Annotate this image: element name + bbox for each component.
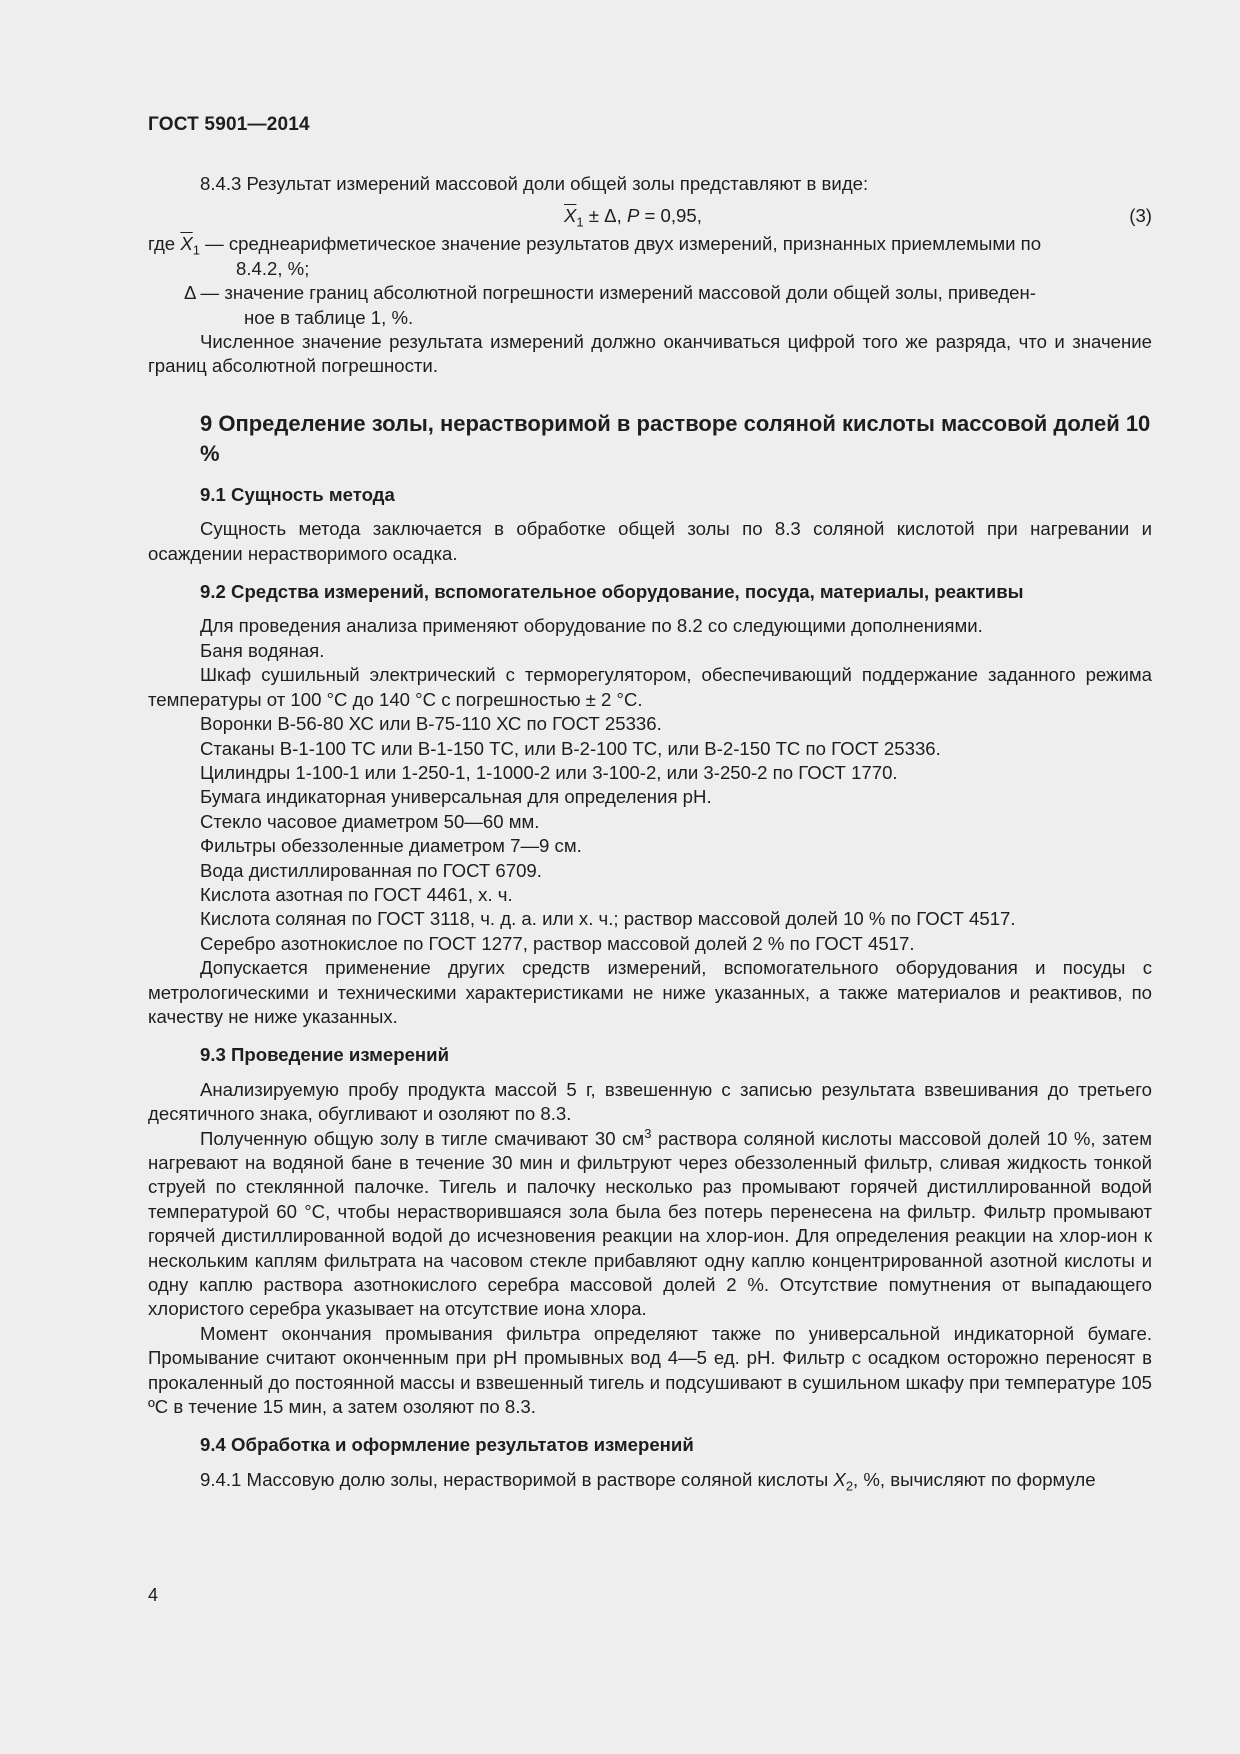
section-9-title: 9 Определение золы, нерастворимой в растворе соляной кислоты массовой долей 10 % [200, 410, 1151, 466]
page-content [148, 172, 1152, 1492]
clause-8-4-3: 8.4.3 Результат измерений массовой доли общей золы представляют в виде: [200, 173, 869, 194]
section-9-3-paragraph: Анализируемую пробу продукта массой 5 г, взвешенную с записью результата взвешивания до третьего десятичного знака, обугливают и озоляют по 8.3. [148, 1078, 1152, 1125]
document-code: ГОСТ 5901—2014 [148, 114, 310, 135]
equipment-item: Допускается применение других средств измерений, вспомогательного оборудования и посуды с метрологическими и техническими характеристиками не ниже указанных, а также материалов и реактивов, по качеству не ниже указанных. [148, 957, 1152, 1027]
formula-3 [148, 198, 1152, 232]
section-9-4-title: 9.4 Обработка и оформление результатов измерений [200, 1434, 694, 1456]
page-number: 4 [148, 1585, 159, 1605]
clause-9-4-1: 9.4.1 Массовую долю золы, нерастворимой в растворе соляной кислоты $X_2$, %, вычисляют по формуле [200, 1468, 1096, 1494]
equipment-item: Баня водяная. [200, 639, 325, 661]
section-9-1-title: 9.1 Сущность метода [200, 483, 395, 505]
equipment-item: Серебро азотнокислое по ГОСТ 1277, раствор массовой долей 2 % по ГОСТ 4517. [200, 932, 915, 954]
definition-delta: Δ — значение границ абсолютной погрешности измерений массовой доли общей золы, приведен- [184, 282, 1036, 304]
equipment-item: Фильтры обеззоленные диаметром 7—9 см. [200, 835, 582, 857]
equipment-item: Вода дистиллированная по ГОСТ 6709. [200, 859, 542, 881]
section-9-3-paragraph: Момент окончания промывания фильтра определяют также по универсальной индикаторной бумаге. Промывание считают оконченным при рН промывных вод 4—5 ед. рН. Фильтр с осадком осторожно переносят в прокаленный до постоянной массы и взвешенный тигель и подсушивают в сушильном шкафу при температуре 105 ºС в течение 15 мин, а затем озоляют по 8.3. [148, 1322, 1152, 1418]
equipment-item: Бумага индикаторная универсальная для определения рН. [200, 786, 712, 808]
section-9-2-title: 9.2 Средства измерений, вспомогательное оборудование, посуда, материалы, реактивы [200, 581, 1024, 603]
rounding-note: Численное значение результата измерений должно оканчиваться цифрой того же разряда, что и значение границ абсолютной погрешности. [148, 331, 1152, 377]
definition-delta-continuation: ное в таблице 1, %. [244, 306, 414, 328]
section-9-3-paragraph: Полученную общую золу в тигле смачивают 30 $см^3$ раствора соляной кислоты массовой долей 10 %, затем нагревают на водяной бане в течение 30 мин и фильтруют через обеззоленный фильтр, сливая жидкость тонкой струей по стеклянной палочке. Тигель и палочку несколько раз промывают горячей дистиллированной водой температурой 60 °С, чтобы нерастворившаяся зола была без потерь перенесена на фильтр. Фильтр промывают горячей дистиллированной водой до исчезновения реакции на хлор-ион. Для определения реакции на хлор-ион к нескольким каплям фильтрата на часовом стекле прибавляют одну каплю концентрированной азотной кислоты и одну каплю раствора азотнокислого серебра массовой долей 2 %. Отсутствие помутнения от выпадающего хлористого серебра указывает на отсутствие иона хлора. [148, 1125, 1152, 1320]
equipment-item: Цилиндры 1-100-1 или 1-250-1, 1-1000-2 или 3-100-2, или 3-250-2 по ГОСТ 1770. [200, 761, 898, 783]
equipment-item: Стекло часовое диаметром 50—60 мм. [200, 810, 540, 832]
equipment-item: Кислота соляная по ГОСТ 3118, ч. д. а. или х. ч.; раствор массовой долей 10 % по ГОСТ 4517. [200, 908, 1016, 930]
equipment-item: Кислота азотная по ГОСТ 4461, х. ч. [200, 883, 513, 905]
formula-definitions [148, 232, 1152, 330]
definition-x1-continuation: 8.4.2, %; [236, 257, 310, 279]
section-9-3-title: 9.3 Проведение измерений [200, 1044, 450, 1066]
equipment-item: Шкаф сушильный электрический с терморегулятором, обеспечивающий поддержание заданного режима температуры от 100 °С до 140 °С с погрешностью ± 2 °С. [148, 664, 1152, 710]
formula-expression: $\overline{X}_1 \pm \Delta$, P = 0,95, [564, 205, 702, 231]
definition-x1: где $\overline{X}_1$ — среднеарифметическое значение результатов двух измерений, признанных приемлемыми по [148, 233, 1042, 259]
equipment-item: Стаканы В-1-100 ТС или В-1-150 ТС, или В-2-100 ТС, или В-2-150 ТС по ГОСТ 25336. [200, 737, 941, 759]
equipment-item: Для проведения анализа применяют оборудование по 8.2 со следующими дополнениями. [200, 615, 983, 637]
equipment-item: Воронки В-56-80 ХС или В-75-110 ХС по ГОСТ 25336. [200, 713, 662, 735]
formula-number: (3) [1129, 205, 1152, 227]
section-9-1-text: Сущность метода заключается в обработке общей золы по 8.3 соляной кислотой при нагревании и осаждении нерастворимого осадка. [148, 518, 1152, 564]
